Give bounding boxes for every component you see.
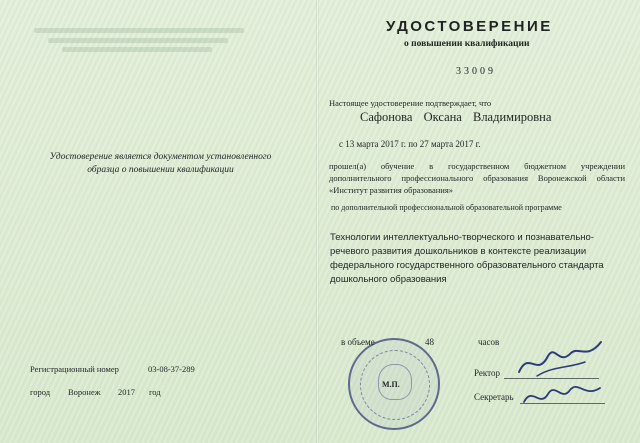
- hours-label: часов: [478, 337, 500, 347]
- issue-year: 2017: [118, 387, 135, 397]
- rector-signature: [515, 338, 605, 383]
- certificate-subtitle: о повышении квалификации: [404, 39, 530, 49]
- confirms-text: Настоящее удостоверение подтверждает, что: [329, 98, 492, 108]
- city-name: Воронеж: [68, 387, 101, 397]
- left-page: [0, 0, 318, 443]
- certificate-number: 33009: [456, 66, 496, 77]
- certificate-title: УДОСТОВЕРЕНИЕ: [386, 18, 553, 35]
- training-period: с 13 марта 2017 г. по 27 марта 2017 г.: [339, 139, 481, 149]
- year-suffix: год: [149, 387, 161, 397]
- stamp-label: М.П.: [382, 380, 400, 389]
- secretary-signature: [522, 378, 604, 410]
- registration-label: Регистрационный номер: [30, 364, 119, 374]
- rector-label: Ректор: [474, 368, 500, 378]
- registration-number: 03-08-37-289: [148, 364, 195, 374]
- program-title: Технологии интеллектуально-творческого и познавательно-речевого развития дошкольников в контексте реализации федерального государственного образовательного стандарта дошкольного образования: [330, 232, 604, 285]
- validity-note: Удостоверение является документом установленного образца о повышении квалификации: [49, 152, 272, 175]
- secretary-label: Секретарь: [474, 392, 514, 402]
- city-label: город: [30, 387, 51, 397]
- faint-header-line: [48, 38, 228, 43]
- institution-text: прошел(а) обучение в государственном бюджетном учреждении дополнительного профессионального образования Воронежской области «Институт развития образования»: [329, 161, 625, 195]
- program-label: по дополнительной профессиональной образовательной программе: [331, 203, 562, 212]
- faint-header-line: [34, 28, 244, 33]
- hours-value: 48: [425, 337, 434, 347]
- faint-header-line: [62, 47, 212, 52]
- holder-name: Сафонова Оксана Владимировна: [360, 110, 552, 124]
- volume-label: в объеме: [341, 337, 375, 347]
